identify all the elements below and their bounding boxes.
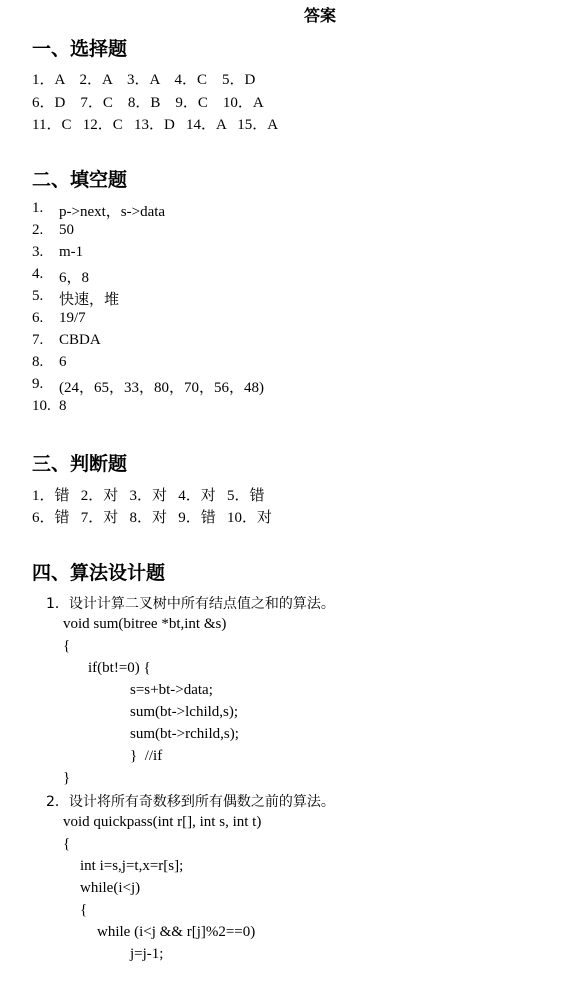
code-line: } //if — [130, 748, 163, 764]
fill-item-number: 3. — [32, 244, 44, 260]
fill-item-number: 5. — [32, 288, 44, 304]
choice-answer-row: 6．D 7．C 8．B 9．C 10．A — [32, 95, 264, 111]
fill-item-answer: p->next，s->data — [59, 204, 166, 220]
fill-item-number: 7. — [32, 332, 44, 348]
fill-item-answer: 6，8 — [59, 270, 90, 286]
section-heading-judge: 三、判断题 — [32, 453, 128, 475]
fill-item-number: 4. — [32, 266, 44, 282]
fill-item-number: 10. — [32, 398, 51, 414]
code-line: sum(bt->lchild,s); — [130, 704, 239, 720]
code-line: { — [63, 836, 71, 852]
fill-item-answer: 50 — [59, 222, 74, 238]
code-line: j=j-1; — [130, 946, 164, 962]
algorithm-question: 2．设计将所有奇数移到所有偶数之前的算法。 — [46, 794, 335, 810]
code-line: void sum(bitree *bt,int &s) — [63, 616, 227, 632]
fill-item-number: 6. — [32, 310, 44, 326]
section-heading-fill: 二、填空题 — [32, 169, 128, 191]
fill-item-number: 2. — [32, 222, 44, 238]
section-heading-choice: 一、选择题 — [32, 38, 128, 60]
fill-item-number: 8. — [32, 354, 44, 370]
choice-answer-row: 11．C 12．C 13．D 14．A 15．A — [32, 117, 279, 133]
fill-item-answer: 6 — [59, 354, 67, 370]
code-line: s=s+bt->data; — [130, 682, 213, 698]
fill-item-answer: CBDA — [59, 332, 101, 348]
code-line: void quickpass(int r[], int s, int t) — [63, 814, 262, 830]
fill-item-answer: 8 — [59, 398, 67, 414]
fill-item-number: 1. — [32, 200, 44, 216]
code-line: { — [80, 902, 88, 918]
fill-item-answer: m-1 — [59, 244, 84, 260]
section-heading-algorithm: 四、算法设计题 — [32, 562, 166, 584]
code-line: sum(bt->rchild,s); — [130, 726, 239, 742]
fill-item-answer: 快速，堆 — [59, 292, 120, 308]
code-line: { — [63, 638, 71, 654]
judge-answer-row: 6．错 7．对 8．对 9．错 10．对 — [32, 510, 273, 526]
fill-item-answer: (24，65，33，80，70，56，48) — [59, 380, 264, 396]
fill-item-answer: 19/7 — [59, 310, 86, 326]
code-line: int i=s,j=t,x=r[s]; — [80, 858, 184, 874]
code-line: if(bt!=0) { — [88, 660, 151, 676]
code-line: while(i<j) — [80, 880, 141, 896]
algorithm-question: 1．设计计算二叉树中所有结点值之和的算法。 — [46, 596, 335, 612]
code-line: } — [63, 770, 71, 786]
code-line: while (i<j && r[j]%2==0) — [97, 924, 256, 940]
judge-answer-row: 1．错 2．对 3．对 4．对 5．错 — [32, 488, 265, 504]
page-title: 答案 — [304, 6, 337, 25]
choice-answer-row: 1．A 2．A 3．A 4．C 5．D — [32, 72, 256, 88]
fill-item-number: 9. — [32, 376, 44, 392]
